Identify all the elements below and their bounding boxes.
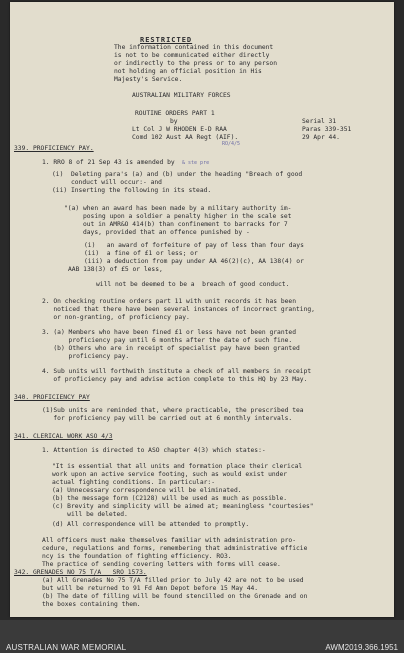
notice-line: or indirectly to the press or to any person [114, 60, 278, 67]
para-line: "(a) when an award has been made by a military authority im- [64, 205, 292, 212]
para-line: (i) Deleting para's (a) and (b) under the heading "Breach of good [52, 171, 303, 178]
notice-line: The information contained in this document [114, 44, 274, 51]
para-line: 1. Attention is directed to ASO chapter 4(3) which states:- [42, 447, 266, 454]
document-page [10, 2, 394, 617]
orders-title: ROUTINE ORDERS PART 1 [135, 110, 215, 117]
para-line: posing upon a soldier a penalty higher in the scale set [64, 213, 292, 220]
para-line: (ii) a fine of £1 or less; or [84, 250, 198, 257]
para-line: or non-granting, of proficiency pay. [42, 314, 190, 321]
para-line: of proficiency pay and advise action complete to this HQ by 23 May. [42, 376, 308, 383]
para-line: (i) an award of forfeiture of pay of less than four days [84, 242, 304, 249]
command: Comd 102 Aust AA Regt (AIF). [132, 134, 239, 141]
handwritten-mark: & ste pre [182, 160, 210, 166]
serial-number: Serial 31 [302, 118, 337, 125]
reference-stamp: RO/4/5 [222, 141, 241, 147]
footer-bar [0, 620, 404, 653]
para-line: proficiency pay. [42, 353, 130, 360]
para-line: 4. Sub units will forthwith institute a check of all members in receipt [42, 368, 312, 375]
para-line: (b) Others who are in receipt of specialist pay have been granted [42, 345, 300, 352]
para-line: AAB 138(3) of £5 or less, [68, 266, 163, 273]
para-line: (b) The date of filling will be found stencilled on the Grenade and on [42, 593, 308, 600]
orders-by: by [170, 118, 178, 125]
notice-line: is not to be communicated either directly [114, 52, 270, 59]
para-line: 3. (a) Members who have been fined £1 or less have not been granted [42, 329, 297, 336]
para-line: (b) the message form (C2128) will be used as much as possible. [52, 495, 288, 502]
para-line: All officers must make themselves familiar with administration pro- [42, 537, 297, 544]
section-340-heading: 340. PROFICIENCY PAY [14, 394, 90, 401]
para-line: out in AMR&O 414(b) than confinement to barracks for 7 [64, 221, 288, 228]
para-line: ncy is the foundation of fighting efficiency. RO3. [42, 553, 232, 560]
para-line: will not be deemed to be a breach of good conduct. [96, 281, 290, 288]
para-line: work upon an active service footing, such as would exist under [52, 471, 288, 478]
para-line: (iii) a deduction from pay under AA 46(2)(c), AA 138(4) or [84, 258, 304, 265]
para-line: proficiency pay until 6 months after the date of such fine. [42, 337, 293, 344]
para-line: for proficiency pay will be carried out at 6 monthly intervals. [42, 415, 293, 422]
para-line: noticed that there have been several instances of incorrect granting, [42, 306, 315, 313]
institution-credit: AUSTRALIAN WAR MEMORIAL [6, 643, 127, 652]
para-line: (a) Unnecessary correspondence will be eliminated. [52, 487, 242, 494]
section-339-heading: 339. PROFICIENCY PAY. [14, 145, 94, 152]
para-line: will be deleted. [52, 511, 128, 518]
para-line: conduct will occur:- and [52, 179, 162, 186]
order-date: 29 Apr 44. [302, 134, 340, 141]
para-line: 1. RRO 8 of 21 Sep 43 is amended by [42, 159, 175, 166]
section-341-heading: 341. CLERICAL WORK ASO 4/3 [14, 433, 113, 440]
para-line: (c) Brevity and simplicity will be aimed at; meaningless "courtesies" [52, 503, 314, 510]
paras-range: Paras 339-351 [302, 126, 352, 133]
para-line: The practice of sending covering letters with forms will cease. [42, 561, 281, 568]
notice-line: Majesty's Service. [114, 76, 183, 83]
para-line: (ii) Inserting the following in its stead. [52, 187, 212, 194]
para-line: (a) All Grenades No 75 T/A filled prior to July 42 are not to be used [42, 577, 304, 584]
commander: Lt Col J W RHODEN E-D RAA [132, 126, 227, 133]
notice-line: not holding an official position in His [114, 68, 262, 75]
para-line: (d) All correspondence will be attended to promptly. [52, 521, 250, 528]
accession-number: AWM2019.366.1951 [325, 643, 398, 652]
para-line: "It is essential that all units and formation place their clerical [52, 463, 303, 470]
org-name: AUSTRALIAN MILITARY FORCES [132, 92, 231, 99]
para-line: days, provided that an offence punished by - [64, 229, 250, 236]
classification-heading: RESTRICTED [140, 36, 193, 44]
para-line: actual fighting conditions. In particular:- [52, 479, 216, 486]
para-line: but will be returned to 91 Fd Amn Depot before 15 May 44. [42, 585, 259, 592]
section-342-heading: 342. GRENADES NO 75 T/A SRO 1573. [14, 569, 147, 576]
para-line: the boxes containing them. [42, 601, 141, 608]
para-line: cedure, regulations and forms, remembering that administrative efficie [42, 545, 308, 552]
para-line: 2. On checking routine orders part 11 with unit records it has been [42, 298, 297, 305]
para-line: (1)Sub units are reminded that, where practicable, the prescribed tea [42, 407, 304, 414]
